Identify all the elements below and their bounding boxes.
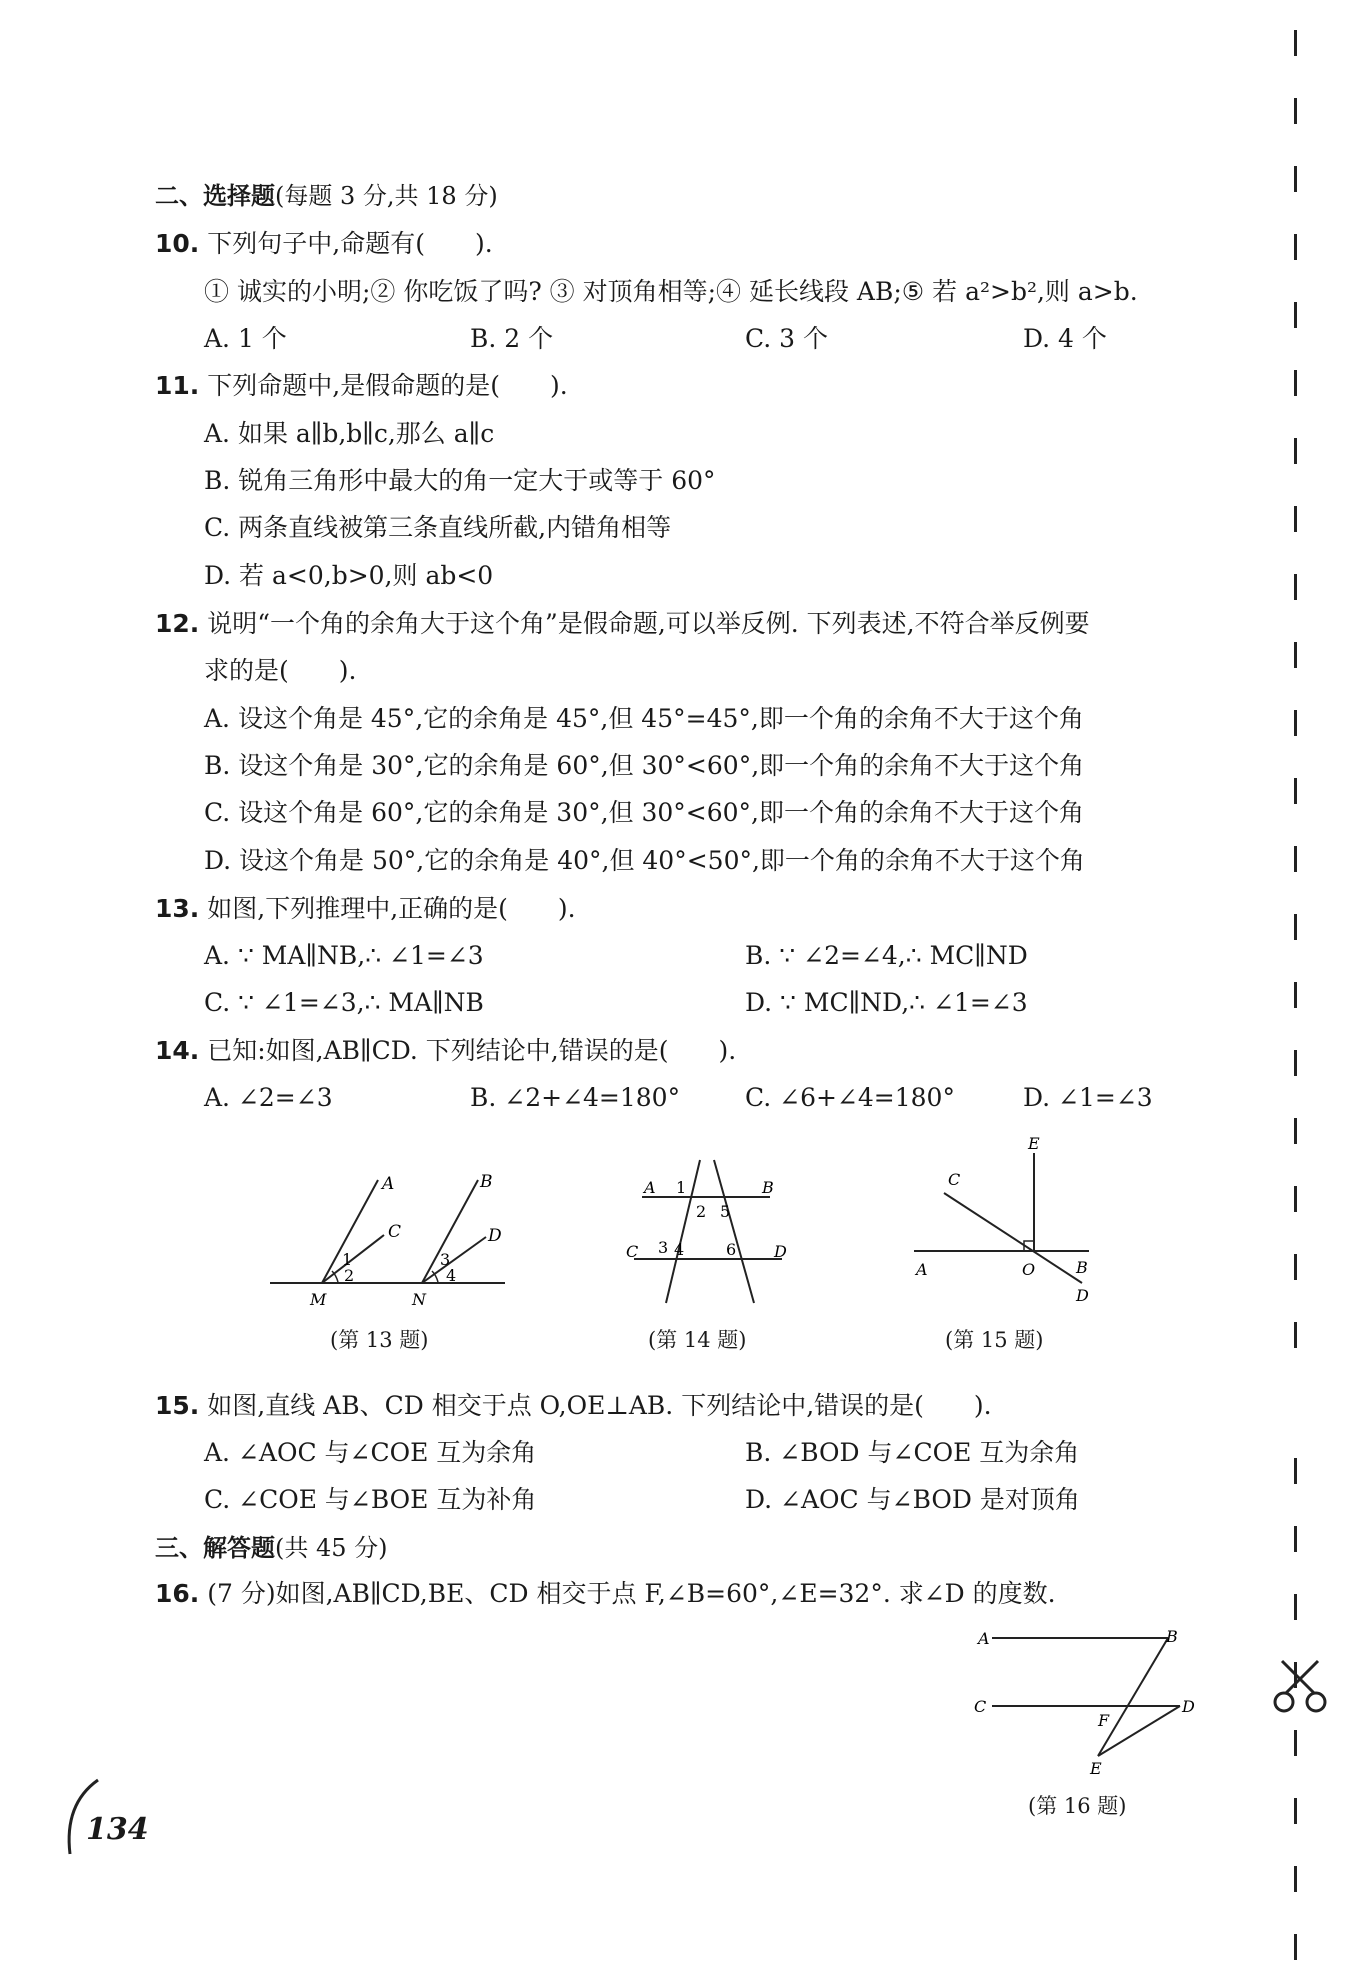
option-b: B. 设这个角是 30°,它的余角是 60°,但 30°<60°,即一个角的余角不大于这个角 [204, 751, 1085, 780]
question-12-stem [155, 608, 1090, 640]
page-number: 134 [86, 1812, 149, 1847]
question-text: 如图,直线 AB、CD 相交于点 O,OE⊥AB. 下列结论中,错误的是( ). [207, 1391, 992, 1420]
angle-4: 4 [674, 1240, 685, 1259]
angle-5: 5 [720, 1202, 731, 1221]
question-text: 下列命题中,是假命题的是( ). [207, 371, 568, 400]
option-c: C. 设这个角是 60°,它的余角是 30°,但 30°<60°,即一个角的余角不大于这个角 [204, 798, 1085, 827]
label-e: E [1028, 1135, 1040, 1153]
angle-1: 1 [342, 1250, 353, 1269]
label-m: M [310, 1290, 327, 1309]
option-a: A. ∵ MA∥NB,∴ ∠1=∠3 [204, 941, 484, 970]
label-o: O [1022, 1260, 1036, 1279]
option-d: D. ∵ MC∥ND,∴ ∠1=∠3 [745, 988, 1028, 1017]
label-d: D [488, 1226, 502, 1246]
figure-15 [904, 1135, 1124, 1315]
option-a: A. 如果 a∥b,b∥c,那么 a∥c [204, 419, 495, 448]
question-13-stem [155, 893, 576, 925]
option-c: C. ∠6+∠4=180° [745, 1083, 955, 1112]
label-a: A [644, 1178, 656, 1197]
option-b: B. ∵ ∠2=∠4,∴ MC∥ND [745, 941, 1028, 970]
question-12-stem-cont: 求的是( ). [204, 656, 357, 685]
label-d: D [774, 1242, 787, 1261]
label-a: A [382, 1174, 395, 1194]
question-number: 14. [155, 1036, 200, 1065]
section-heading [155, 180, 498, 212]
section-title: 二、选择题 [155, 182, 275, 210]
question-number: 12. [155, 609, 200, 638]
angle-3: 3 [658, 1238, 669, 1257]
option-d: D. ∠1=∠3 [1023, 1083, 1153, 1112]
figure-13 [260, 1165, 510, 1315]
question-text: 下列句子中,命题有( ). [207, 229, 493, 258]
option-c: C. 3 个 [745, 324, 828, 353]
option-a: A. 1 个 [204, 324, 287, 353]
figure-14 [622, 1155, 792, 1315]
option-a: A. ∠AOC 与∠COE 互为余角 [204, 1438, 537, 1467]
question-number: 11. [155, 371, 200, 400]
question-14-stem [155, 1035, 736, 1067]
scissors-icon [1270, 1655, 1330, 1715]
question-text: 已知:如图,AB∥CD. 下列结论中,错误的是( ). [207, 1036, 737, 1065]
option-a: A. 设这个角是 45°,它的余角是 45°,但 45°=45°,即一个角的余角不大于这个角 [204, 704, 1084, 733]
question-number: 13. [155, 894, 200, 923]
label-c: C [388, 1222, 402, 1242]
option-b: B. 2 个 [470, 324, 554, 353]
label-b: B [762, 1178, 774, 1197]
label-b: B [480, 1172, 493, 1192]
question-number: 10. [155, 229, 200, 258]
section-heading [155, 1532, 388, 1564]
option-b: B. ∠2+∠4=180° [470, 1083, 681, 1112]
question-15-stem [155, 1390, 992, 1422]
section-note: (每题 3 分,共 18 分) [275, 182, 498, 210]
label-c: C [948, 1170, 961, 1189]
option-c: C. 两条直线被第三条直线所截,内错角相等 [204, 513, 672, 542]
angle-6: 6 [726, 1240, 737, 1259]
label-f: F [1098, 1711, 1110, 1730]
angle-3: 3 [440, 1250, 451, 1269]
section-note: (共 45 分) [275, 1534, 388, 1562]
label-n: N [412, 1290, 426, 1309]
option-c: C. ∠COE 与∠BOE 互为补角 [204, 1485, 537, 1514]
section-title: 三、解答题 [155, 1534, 275, 1562]
question-10-statements: ① 诚实的小明;② 你吃饭了吗? ③ 对顶角相等;④ 延长线段 AB;⑤ 若 a²>b²,则 a>b. [204, 277, 1138, 306]
label-a: A [916, 1260, 928, 1279]
figure-16-caption: (第 16 题) [1028, 1794, 1127, 1818]
label-d: D [1182, 1697, 1195, 1716]
angle-1: 1 [676, 1178, 687, 1197]
question-text: 如图,下列推理中,正确的是( ). [207, 894, 576, 923]
option-c: C. ∵ ∠1=∠3,∴ MA∥NB [204, 988, 484, 1017]
label-b: B [1076, 1258, 1088, 1277]
question-text: (7 分)如图,AB∥CD,BE、CD 相交于点 F,∠B=60°,∠E=32°. 求∠D 的度数. [207, 1579, 1056, 1608]
label-e: E [1090, 1759, 1102, 1778]
option-a: A. ∠2=∠3 [204, 1083, 333, 1112]
option-d: D. 若 a<0,b>0,则 ab<0 [204, 561, 494, 590]
figure-13-caption: (第 13 题) [330, 1328, 429, 1352]
angle-4: 4 [446, 1266, 457, 1285]
figure-16 [970, 1620, 1200, 1780]
question-16-stem [155, 1578, 1056, 1610]
label-c: C [974, 1697, 987, 1716]
question-text: 说明“一个角的余角大于这个角”是假命题,可以举反例. 下列表述,不符合举反例要 [207, 609, 1090, 638]
figure-15-caption: (第 15 题) [945, 1328, 1044, 1352]
question-11-stem [155, 370, 568, 402]
angle-2: 2 [344, 1266, 355, 1285]
question-number: 15. [155, 1391, 200, 1420]
label-b: B [1166, 1627, 1178, 1646]
question-10-stem [155, 228, 493, 260]
option-d: D. 4 个 [1023, 324, 1107, 353]
option-d: D. ∠AOC 与∠BOD 是对顶角 [745, 1485, 1080, 1514]
label-a: A [978, 1629, 990, 1648]
question-number: 16. [155, 1579, 200, 1608]
option-b: B. ∠BOD 与∠COE 互为余角 [745, 1438, 1080, 1467]
figure-14-caption: (第 14 题) [648, 1328, 747, 1352]
angle-2: 2 [696, 1202, 707, 1221]
option-b: B. 锐角三角形中最大的角一定大于或等于 60° [204, 466, 716, 495]
label-d: D [1076, 1286, 1089, 1305]
label-c: C [626, 1242, 639, 1261]
option-d: D. 设这个角是 50°,它的余角是 40°,但 40°<50°,即一个角的余角不大于这个角 [204, 846, 1085, 875]
